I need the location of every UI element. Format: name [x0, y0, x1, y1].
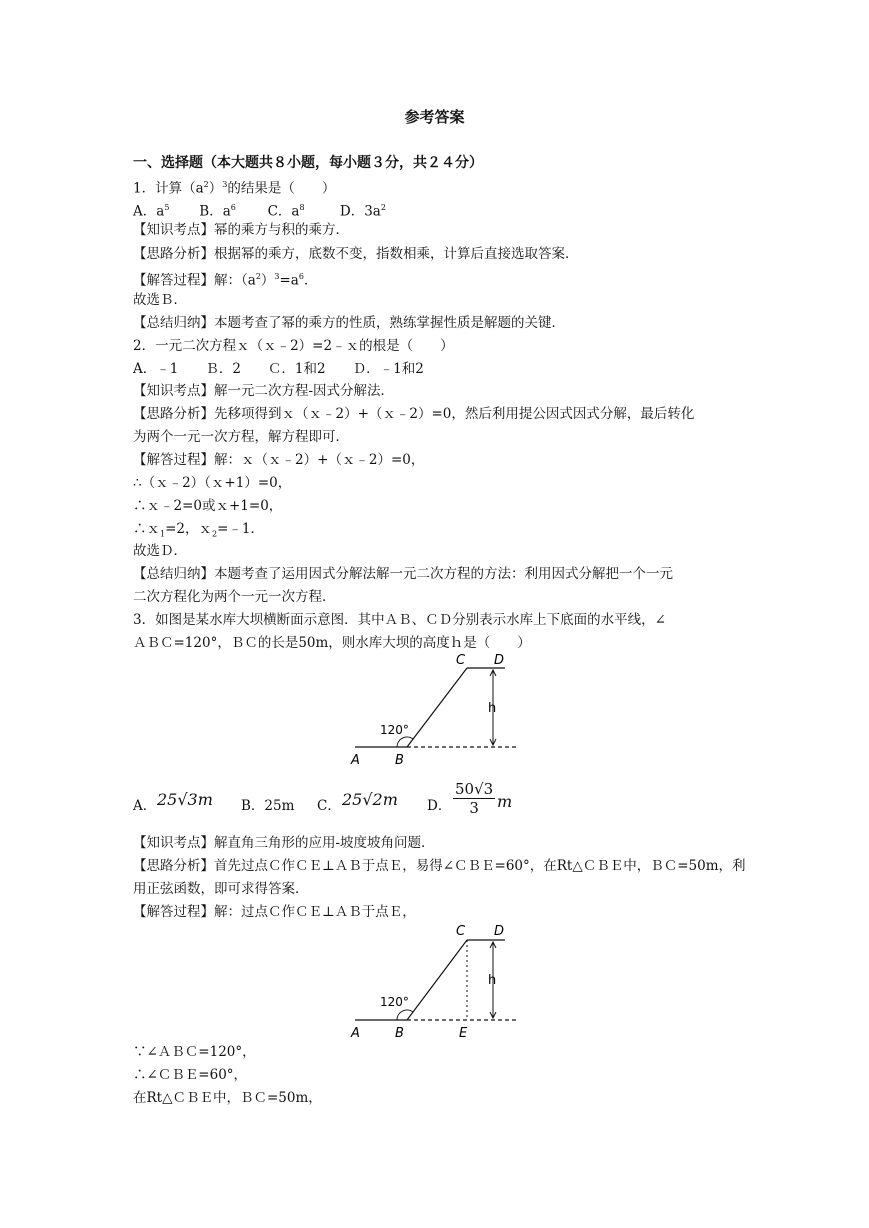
point-c-label: C [456, 653, 466, 668]
point-c-label: C [456, 924, 466, 939]
q3-knowledge: 【知识考点】解直角三角形的应用-坡度坡角问题． [133, 835, 435, 851]
q1-choice: 故选Ｂ． [133, 292, 187, 308]
dam-cross-section-figure [345, 648, 525, 768]
q3-option-c-value: 25√2m [342, 790, 398, 809]
angle-label: 120° [380, 723, 409, 737]
q3-process-line1: 【解答过程】解：过点Ｃ作ＣＥ⊥ＡＢ于点Ｅ， [133, 904, 416, 920]
q3-option-a-label: A． [133, 798, 157, 814]
q2-choice: 故选Ｄ． [133, 543, 187, 559]
q2-analysis-line2: 为两个一元一次方程，解方程即可． [133, 429, 349, 445]
dam-cross-section-with-e-figure [345, 918, 525, 1043]
point-b-label: B [395, 1026, 404, 1041]
point-e-label: E [459, 1026, 468, 1041]
h-label: h [488, 973, 497, 988]
q1-process: 【解答过程】解：$(a^2)^3=a^6$． [133, 272, 318, 289]
point-a-label: A [351, 753, 360, 768]
q3-option-d-unit: m [497, 792, 513, 811]
q3-stem-line2: ＡＢＣ=120°，ＢＣ的长是50m，则水库大坝的高度ｈ是（ ） [133, 635, 531, 651]
page-title: 参考答案 [404, 108, 465, 126]
q2-stem: 2．一元二次方程ｘ（ｘ﹣2）=2﹣ｘ的根是（ ） [133, 338, 454, 354]
q1-analysis: 【思路分析】根据幂的乘方，底数不变，指数相乘，计算后直接选取答案． [133, 246, 579, 262]
q2-process-line2: ∴（ｘ﹣2）（ｘ+1）=0， [133, 475, 292, 491]
angle-label: 120° [380, 995, 409, 1009]
q3-option-d-fraction [453, 780, 495, 817]
q3-analysis-line2: 用正弦函数，即可求得答案． [133, 881, 309, 897]
point-d-label: D [494, 924, 505, 939]
q2-process-line3: ∴ｘ﹣2=0或ｘ+1=0， [133, 498, 283, 514]
q1-knowledge: 【知识考点】幂的乘方与积的乘方． [133, 222, 349, 238]
h-label: h [488, 701, 497, 716]
section-heading: 一、选择题（本大题共８小题，每小题３分，共２４分） [133, 155, 483, 171]
q3-options [133, 780, 733, 826]
q3-option-a-value: 25√3m [157, 790, 213, 809]
q3-stem-line1: 3．如图是某水库大坝横断面示意图．其中ＡＢ、ＣＤ分别表示水库上下底面的水平线，∠ [133, 612, 666, 628]
q2-analysis-line1: 【思路分析】先移项得到ｘ（ｘ﹣2）+（ｘ﹣2）=0，然后利用提公因式因式分解，最后转化 [133, 406, 695, 422]
q3-step-3: 在Rt△ＣＢＥ中，ＢＣ=50m， [133, 1090, 322, 1106]
point-b-label: B [395, 753, 404, 768]
fraction-numerator: 50√3 [455, 780, 494, 798]
q2-process-line4: ∴ｘ$_1$=2，ｘ$_2$=﹣1． [133, 521, 264, 539]
q2-knowledge: 【知识考点】解一元二次方程-因式分解法． [133, 383, 395, 399]
q3-option-d-label: D． [427, 798, 452, 814]
q3-step-2: ∴∠ＣＢＥ=60°， [133, 1067, 248, 1083]
q1-stem: 1．计算$(a^2)^3$的结果是（ ） [133, 180, 336, 197]
q2-summary-line2: 二次方程化为两个一元一次方程． [133, 589, 336, 605]
q3-step-1: ∵∠ＡＢＣ=120°， [133, 1044, 256, 1060]
fraction-denominator: 3 [469, 799, 479, 817]
q3-option-c-label: C． [317, 798, 341, 814]
q2-options: A．﹣1 Ｂ．2 Ｃ．1和2 Ｄ．﹣1和2 [133, 361, 424, 377]
q1-options: A．$a^5$ B．$a^6$ C．$a^8$ D．$3a^2$ [133, 203, 386, 220]
point-a-label: A [351, 1026, 360, 1041]
q3-option-b: B．25m [241, 798, 295, 814]
q2-summary-line1: 【总结归纳】本题考查了运用因式分解法解一元二次方程的方法：利用因式分解把一个一元 [133, 566, 673, 582]
q2-process-line1: 【解答过程】解：ｘ（ｘ﹣2）+（ｘ﹣2）=0， [133, 452, 425, 468]
q1-summary: 【总结归纳】本题考查了幂的乘方的性质，熟练掌握性质是解题的关键． [133, 315, 565, 331]
q3-analysis-line1: 【思路分析】首先过点Ｃ作ＣＥ⊥ＡＢ于点Ｅ，易得∠ＣＢＥ=60°，在Rt△ＣＢＥ中，ＢＣ=50m，利 [133, 858, 746, 874]
point-d-label: D [494, 653, 505, 668]
